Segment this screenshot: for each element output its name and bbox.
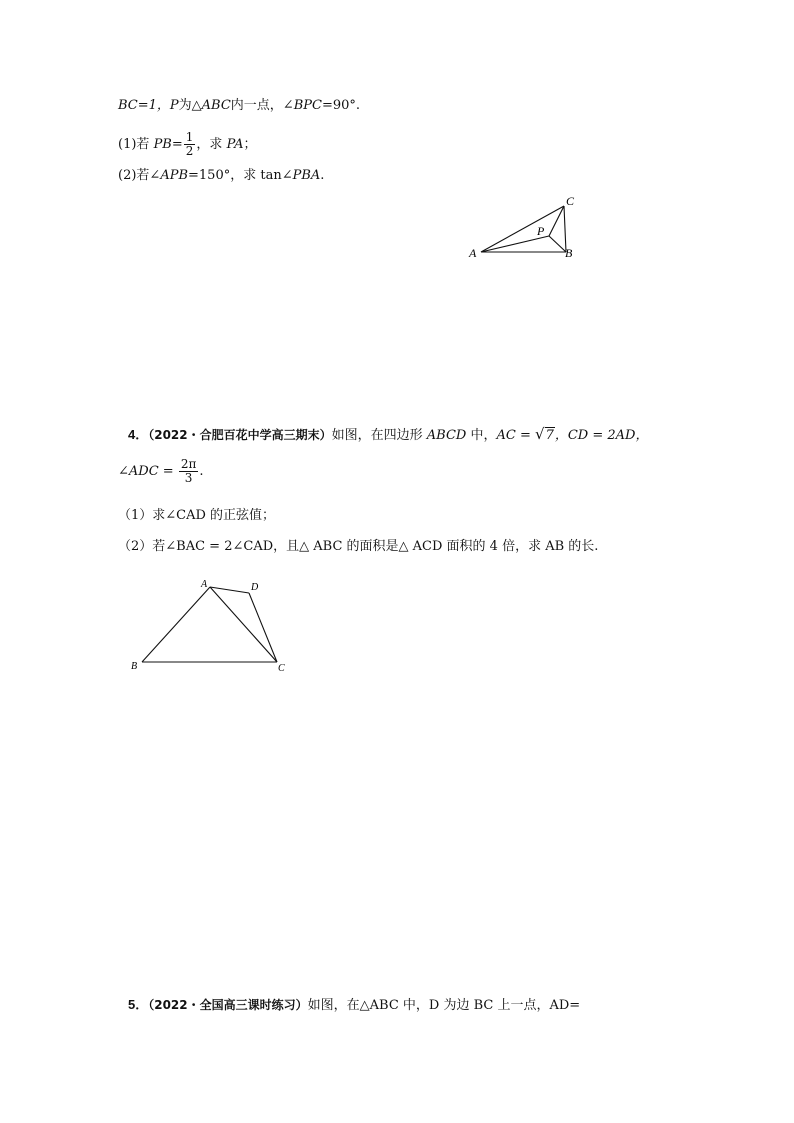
label-b: B xyxy=(565,246,573,260)
condition-text-2: 内一点，∠ xyxy=(230,98,294,113)
part1-eq: = xyxy=(171,137,183,152)
segment-ap xyxy=(481,236,549,252)
segment-dc xyxy=(249,593,277,662)
part2-prefix: (2)若∠ xyxy=(118,168,161,183)
quadrilateral-abcd-figure xyxy=(128,575,298,675)
frac-den: 2 xyxy=(185,144,194,158)
label-a: A xyxy=(201,579,208,590)
angle-den: 3 xyxy=(184,471,193,485)
abc-label: ABC xyxy=(201,98,231,113)
ac-label: AC xyxy=(496,428,516,443)
condition-text: 为△ xyxy=(178,98,202,113)
frac-num: 1 xyxy=(185,130,194,144)
part2-suffix: . xyxy=(320,168,325,183)
part1-suffix-a: ，求 xyxy=(196,137,227,152)
fraction-two-pi-over-three xyxy=(179,458,199,485)
problem5-text: 如图，在△ABC 中，D 为边 BC 上一点，AD= xyxy=(307,998,581,1013)
pa-label: PA xyxy=(226,137,244,152)
label-p: P xyxy=(537,224,545,238)
angle-num: 2π xyxy=(180,457,197,471)
label-c: C xyxy=(278,663,285,674)
problem4-angle xyxy=(118,458,203,485)
problem4-header xyxy=(128,426,648,444)
sqrt-seven xyxy=(535,426,555,444)
angle-end: . xyxy=(199,464,204,479)
part1-suffix-b: ； xyxy=(243,137,257,152)
problem5-number: 5． xyxy=(128,997,149,1012)
bpc-label: BPC xyxy=(293,98,322,113)
cd-expr: ，CD = 2AD， xyxy=(554,428,649,443)
radical-sign: √ xyxy=(535,425,545,443)
angle-prefix: ∠ADC = xyxy=(118,464,178,479)
label-a: A xyxy=(469,246,477,260)
problem4-part1: （1）求∠CAD 的正弦值； xyxy=(118,508,276,523)
segment-ab xyxy=(142,587,210,662)
pb-label: PB xyxy=(153,137,172,152)
part1-prefix: (1)若 xyxy=(118,137,154,152)
radicand: 7 xyxy=(545,428,554,443)
segment-pb xyxy=(549,236,566,252)
problem4-number: 4． xyxy=(128,427,149,442)
condition-angle: =90°. xyxy=(321,98,361,113)
problem4-intro: 如图，在四边形 xyxy=(331,428,427,443)
problem4-intro-end: 中， xyxy=(466,428,497,443)
apb-label: APB xyxy=(160,168,189,183)
label-c: C xyxy=(566,194,575,208)
abcd-label: ABCD xyxy=(426,428,467,443)
problem4-source: （2022・合肥百花中学高三期末） xyxy=(148,428,332,442)
fraction-one-half xyxy=(184,131,196,158)
part2-value: =150°，求 tan∠ xyxy=(188,168,293,183)
problem3-part2 xyxy=(118,168,324,184)
problem3-condition xyxy=(118,98,360,114)
triangle-abc-figure xyxy=(460,190,590,265)
problem3-part1 xyxy=(118,131,257,158)
label-b: B xyxy=(131,661,138,672)
segment-ad xyxy=(210,587,249,593)
p-label: P xyxy=(169,98,179,113)
problem5-header xyxy=(128,997,580,1014)
problem5-source: （2022・全国高三课时练习） xyxy=(148,998,308,1012)
segment-ac xyxy=(210,587,277,662)
problem4-part2: （2）若∠BAC = 2∠CAD，且△ ABC 的面积是△ ACD 面积的 4 倍，求 AB 的长. xyxy=(118,539,599,554)
label-d: D xyxy=(251,582,259,593)
pba-label: PBA xyxy=(292,168,321,183)
bc-label: BC=1， xyxy=(118,98,170,113)
segment-ac xyxy=(481,206,564,252)
ac-eq: = xyxy=(515,428,535,443)
